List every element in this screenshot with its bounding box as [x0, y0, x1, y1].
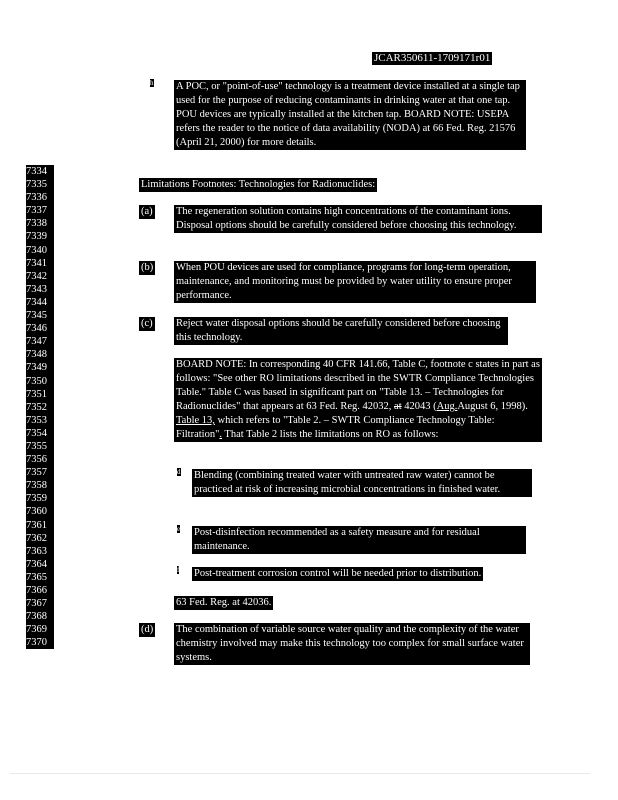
board-note-part4: which refers to "Table 2. – SWTR Compliance Technology Table: Filtration"	[176, 415, 495, 440]
line-numbers	[26, 165, 54, 649]
line-number: 7339	[26, 230, 54, 243]
line-number: 7343	[26, 283, 54, 296]
section-title: Limitations Footnotes: Technologies for Radionuclides:	[141, 179, 376, 190]
board-note-insert-1: Aug.	[436, 401, 458, 412]
line-number: 7363	[26, 545, 54, 558]
line-number: 7355	[26, 440, 54, 453]
citation: 63 Fed. Reg. at 42036.	[176, 597, 272, 608]
line-number: 7345	[26, 309, 54, 322]
line-number: 7353	[26, 414, 54, 427]
board-note-struck: at	[394, 401, 402, 412]
item-text-c: Reject water disposal options should be carefully considered before choosing this technology.	[174, 317, 508, 345]
line-number: 7352	[26, 401, 54, 414]
line-number: 7338	[26, 217, 54, 230]
line-number: 7336	[26, 191, 54, 204]
line-number: 7341	[26, 257, 54, 270]
top-note-text: A POC, or "point-of-use" technology is a treatment device installed at a single tap used for the purpose of reducing contaminants in drinking water at that one tap. POU devices are typically installed at the kitchen tap. BOARD NOTE: USEPA refers the reader to the notice of data availability (NODA) at 66 Fed. Reg. 21576 (April 21, 2000) for more details.	[174, 80, 526, 150]
line-number: 7369	[26, 623, 54, 636]
line-number: 7346	[26, 322, 54, 335]
sub-item-marker-e: e	[177, 525, 181, 533]
line-number: 7350	[26, 375, 54, 388]
line-number: 7351	[26, 388, 54, 401]
item-label-b: (b)	[141, 262, 154, 273]
board-note-insert-2: Table 13,	[176, 415, 215, 426]
line-number: 7361	[26, 519, 54, 532]
sub-item-text-d: Blending (combining treated water with untreated raw water) cannot be practiced at risk of increasing microbial concentrations in finished water.	[192, 469, 532, 497]
line-number: 7359	[26, 492, 54, 505]
line-number: 7335	[26, 178, 54, 191]
line-number: 7368	[26, 610, 54, 623]
line-number: 7348	[26, 348, 54, 361]
line-number: 7360	[26, 505, 54, 518]
line-number: 7347	[26, 335, 54, 348]
line-number: 7334	[26, 165, 54, 178]
line-number: 7342	[26, 270, 54, 283]
line-number: 7337	[26, 204, 54, 217]
item-text-a: The regeneration solution contains high concentrations of the contaminant ions. Disposal options should be carefully considered before choosing this technology.	[174, 205, 542, 233]
board-note-part3: August 6, 1998).	[457, 401, 528, 412]
line-number: 7367	[26, 597, 54, 610]
line-number: 7344	[26, 296, 54, 309]
line-number: 7349	[26, 361, 54, 374]
line-number: 7365	[26, 571, 54, 584]
sub-item-text-f: Post-treatment corrosion control will be needed prior to distribution.	[194, 568, 482, 579]
sub-item-marker-d: d	[177, 468, 181, 476]
sub-item-marker-f: f	[177, 566, 180, 574]
item-text-b: When POU devices are used for compliance, programs for long-term operation, maintenance, and monitoring must be provided by water utility to ensure proper performance.	[174, 261, 536, 303]
line-number: 7362	[26, 532, 54, 545]
sub-item-text-e: Post-disinfection recommended as a safety measure and for residual maintenance.	[192, 526, 526, 554]
item-label-a: (a)	[141, 206, 153, 217]
item-text-d: The combination of variable source water quality and the complexity of the water chemistry involved may make this technology too complex for small surface water systems.	[174, 623, 530, 665]
line-number: 7366	[26, 584, 54, 597]
line-number: 7356	[26, 453, 54, 466]
board-note	[174, 358, 542, 442]
item-label-d: (d)	[141, 624, 154, 635]
line-number: 7340	[26, 244, 54, 257]
top-note-marker: h	[150, 79, 154, 87]
line-number: 7357	[26, 466, 54, 479]
page-bottom-rule	[10, 773, 590, 774]
board-note-insert-3: .	[219, 429, 222, 440]
item-label-c: (c)	[141, 318, 153, 329]
line-number: 7364	[26, 558, 54, 571]
board-note-part2: 42043 (	[401, 401, 437, 412]
line-number: 7370	[26, 636, 54, 649]
document-id: JCAR350611-1709171r01	[374, 52, 491, 64]
board-note-part5: That Table 2 lists the limitations on RO as follows:	[222, 429, 439, 440]
line-number: 7354	[26, 427, 54, 440]
board-note-part1: BOARD NOTE: In corresponding 40 CFR 141.66, Table C, footnote c states in part as follows: "See other RO limitations described in the SWTR Compliance Technologies Table." Table C was based in significant part on "Table 13. – Technologies for Radionuclides" that appears at 63 Fed. Reg. 42032,	[176, 359, 540, 412]
line-number: 7358	[26, 479, 54, 492]
